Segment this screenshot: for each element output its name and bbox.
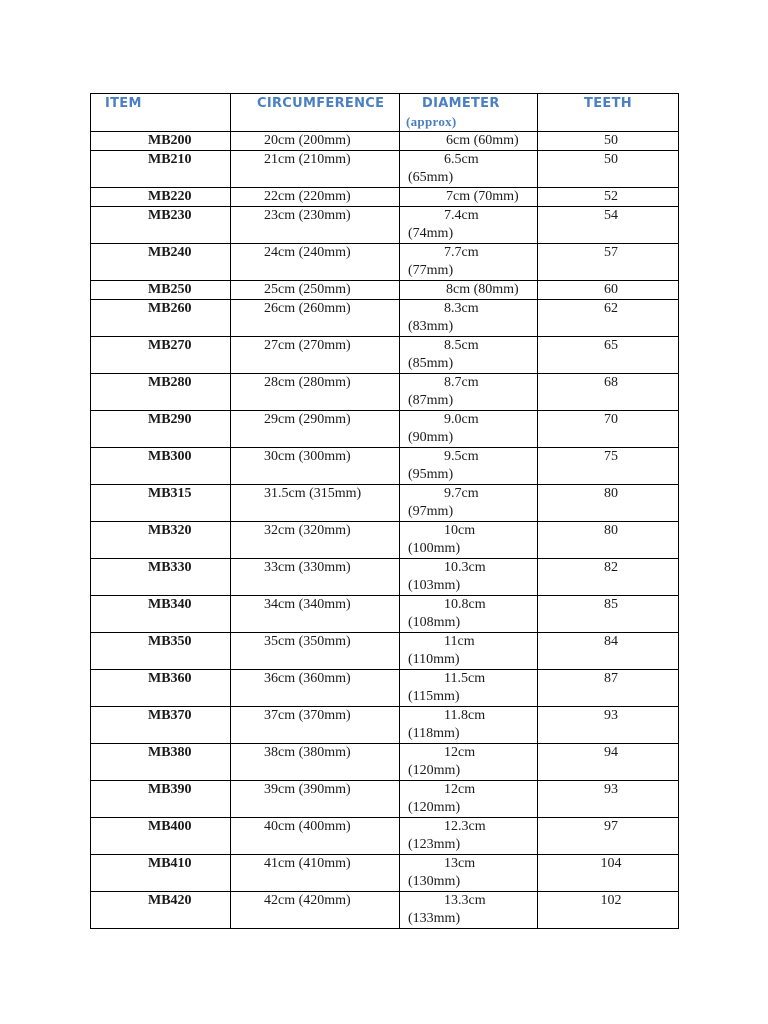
cell-teeth: 93 — [538, 781, 679, 818]
cell-diameter-line1: 13.3cm — [444, 893, 486, 908]
cell-item: MB220 — [91, 188, 231, 207]
cell-circumference: 29cm (290mm) — [231, 411, 400, 448]
cell-item: MB280 — [91, 374, 231, 411]
cell-teeth: 62 — [538, 300, 679, 337]
cell-diameter — [400, 448, 538, 485]
cell-circumference: 23cm (230mm) — [231, 207, 400, 244]
cell-teeth: 50 — [538, 132, 679, 151]
cell-diameter-line2: (87mm) — [408, 393, 454, 408]
cell-diameter-line1: 10.8cm — [444, 597, 486, 612]
cell-circumference: 38cm (380mm) — [231, 744, 400, 781]
cell-item: MB240 — [91, 244, 231, 281]
cell-teeth: 80 — [538, 485, 679, 522]
cell-diameter-line2: (74mm) — [408, 226, 454, 241]
cell-circumference: 24cm (240mm) — [231, 244, 400, 281]
cell-diameter-line2: (77mm) — [408, 263, 454, 278]
cell-diameter — [400, 281, 538, 300]
cell-diameter-line1: 9.5cm — [444, 449, 479, 464]
cell-item: MB370 — [91, 707, 231, 744]
cell-diameter-line1: 7cm (70mm) — [446, 189, 519, 204]
cell-diameter-line1: 6cm (60mm) — [446, 133, 519, 148]
cell-item: MB320 — [91, 522, 231, 559]
cell-teeth: 102 — [538, 892, 679, 929]
table-row — [91, 448, 679, 485]
cell-teeth: 57 — [538, 244, 679, 281]
cell-item: MB200 — [91, 132, 231, 151]
cell-item: MB315 — [91, 485, 231, 522]
cell-diameter-line1: 8cm (80mm) — [446, 282, 519, 297]
sizes-table-body — [91, 94, 679, 929]
cell-teeth: 93 — [538, 707, 679, 744]
cell-item: MB400 — [91, 818, 231, 855]
cell-diameter — [400, 188, 538, 207]
cell-diameter-line2: (90mm) — [408, 430, 454, 445]
header-row — [91, 94, 679, 132]
cell-diameter-line1: 8.3cm — [444, 301, 479, 316]
cell-diameter — [400, 781, 538, 818]
cell-diameter-line2: (85mm) — [408, 356, 454, 371]
cell-circumference: 33cm (330mm) — [231, 559, 400, 596]
cell-diameter-line1: 10cm — [444, 523, 476, 538]
cell-item: MB230 — [91, 207, 231, 244]
table-row — [91, 244, 679, 281]
header-diameter-sub: (approx) — [406, 114, 457, 129]
cell-item: MB270 — [91, 337, 231, 374]
cell-item: MB360 — [91, 670, 231, 707]
cell-circumference: 39cm (390mm) — [231, 781, 400, 818]
cell-diameter — [400, 411, 538, 448]
cell-teeth: 80 — [538, 522, 679, 559]
cell-circumference: 20cm (200mm) — [231, 132, 400, 151]
table-row — [91, 281, 679, 300]
cell-diameter — [400, 300, 538, 337]
cell-circumference: 26cm (260mm) — [231, 300, 400, 337]
table-row — [91, 132, 679, 151]
cell-item: MB210 — [91, 151, 231, 188]
cell-diameter-line2: (110mm) — [408, 652, 460, 667]
table-row — [91, 188, 679, 207]
table-row — [91, 559, 679, 596]
cell-teeth: 87 — [538, 670, 679, 707]
cell-diameter — [400, 559, 538, 596]
cell-diameter-line1: 7.4cm — [444, 208, 479, 223]
header-circumference: CIRCUMFERENCE — [231, 94, 400, 132]
cell-circumference: 42cm (420mm) — [231, 892, 400, 929]
cell-diameter-line1: 8.7cm — [444, 375, 479, 390]
cell-circumference: 40cm (400mm) — [231, 818, 400, 855]
cell-circumference: 35cm (350mm) — [231, 633, 400, 670]
cell-diameter-line1: 9.7cm — [444, 486, 479, 501]
cell-diameter — [400, 374, 538, 411]
table-row — [91, 300, 679, 337]
header-diameter-label: DIAMETER — [422, 96, 500, 111]
cell-diameter — [400, 855, 538, 892]
cell-circumference: 27cm (270mm) — [231, 337, 400, 374]
cell-diameter-line1: 12cm — [444, 782, 476, 797]
cell-circumference: 25cm (250mm) — [231, 281, 400, 300]
table-row — [91, 670, 679, 707]
cell-teeth: 50 — [538, 151, 679, 188]
cell-item: MB410 — [91, 855, 231, 892]
cell-diameter-line2: (123mm) — [408, 837, 461, 852]
cell-circumference: 37cm (370mm) — [231, 707, 400, 744]
cell-diameter-line2: (108mm) — [408, 615, 461, 630]
cell-diameter-line1: 11.5cm — [444, 671, 486, 686]
cell-item: MB340 — [91, 596, 231, 633]
table-row — [91, 633, 679, 670]
table-row — [91, 374, 679, 411]
cell-teeth: 60 — [538, 281, 679, 300]
cell-circumference: 32cm (320mm) — [231, 522, 400, 559]
cell-diameter-line2: (133mm) — [408, 911, 461, 926]
table-row — [91, 744, 679, 781]
cell-circumference: 36cm (360mm) — [231, 670, 400, 707]
cell-diameter — [400, 207, 538, 244]
cell-circumference: 30cm (300mm) — [231, 448, 400, 485]
table-row — [91, 411, 679, 448]
cell-diameter-line2: (120mm) — [408, 800, 461, 815]
cell-diameter-line2: (115mm) — [408, 689, 460, 704]
cell-item: MB300 — [91, 448, 231, 485]
cell-teeth: 68 — [538, 374, 679, 411]
cell-circumference: 41cm (410mm) — [231, 855, 400, 892]
cell-diameter — [400, 892, 538, 929]
cell-teeth: 104 — [538, 855, 679, 892]
table-row — [91, 337, 679, 374]
cell-diameter-line2: (65mm) — [408, 170, 454, 185]
cell-teeth: 94 — [538, 744, 679, 781]
cell-teeth: 84 — [538, 633, 679, 670]
cell-diameter-line1: 8.5cm — [444, 338, 479, 353]
cell-diameter-line1: 7.7cm — [444, 245, 479, 260]
cell-item: MB330 — [91, 559, 231, 596]
cell-teeth: 54 — [538, 207, 679, 244]
table-row — [91, 207, 679, 244]
cell-diameter-line1: 11.8cm — [444, 708, 486, 723]
cell-diameter-line2: (83mm) — [408, 319, 454, 334]
cell-item: MB390 — [91, 781, 231, 818]
cell-diameter — [400, 596, 538, 633]
table-row — [91, 151, 679, 188]
cell-teeth: 65 — [538, 337, 679, 374]
cell-teeth: 75 — [538, 448, 679, 485]
cell-diameter-line2: (103mm) — [408, 578, 461, 593]
cell-diameter — [400, 151, 538, 188]
table-row — [91, 892, 679, 929]
cell-diameter — [400, 633, 538, 670]
table-row — [91, 596, 679, 633]
cell-diameter — [400, 818, 538, 855]
table-row — [91, 781, 679, 818]
cell-teeth: 52 — [538, 188, 679, 207]
cell-diameter — [400, 132, 538, 151]
header-diameter — [400, 94, 538, 132]
cell-diameter-line1: 9.0cm — [444, 412, 479, 427]
cell-diameter — [400, 485, 538, 522]
cell-diameter-line2: (95mm) — [408, 467, 454, 482]
header-teeth: TEETH — [538, 94, 679, 132]
cell-teeth: 97 — [538, 818, 679, 855]
cell-diameter — [400, 744, 538, 781]
cell-item: MB350 — [91, 633, 231, 670]
cell-diameter — [400, 522, 538, 559]
cell-diameter-line2: (118mm) — [408, 726, 460, 741]
cell-diameter-line1: 10.3cm — [444, 560, 486, 575]
table-row — [91, 818, 679, 855]
cell-circumference: 34cm (340mm) — [231, 596, 400, 633]
cell-diameter — [400, 337, 538, 374]
cell-item: MB260 — [91, 300, 231, 337]
cell-diameter — [400, 707, 538, 744]
cell-circumference: 31.5cm (315mm) — [231, 485, 400, 522]
cell-teeth: 82 — [538, 559, 679, 596]
cell-teeth: 85 — [538, 596, 679, 633]
cell-item: MB420 — [91, 892, 231, 929]
cell-diameter-line1: 6.5cm — [444, 152, 479, 167]
table-row — [91, 855, 679, 892]
table-row — [91, 522, 679, 559]
cell-diameter-line2: (130mm) — [408, 874, 461, 889]
table-row — [91, 485, 679, 522]
cell-circumference: 22cm (220mm) — [231, 188, 400, 207]
sizes-table — [90, 93, 679, 929]
cell-item: MB290 — [91, 411, 231, 448]
cell-diameter-line1: 12.3cm — [444, 819, 486, 834]
cell-diameter-line2: (97mm) — [408, 504, 454, 519]
header-item: ITEM — [91, 94, 231, 132]
cell-diameter-line2: (120mm) — [408, 763, 461, 778]
cell-item: MB380 — [91, 744, 231, 781]
cell-diameter — [400, 244, 538, 281]
cell-teeth: 70 — [538, 411, 679, 448]
table-row — [91, 707, 679, 744]
cell-diameter — [400, 670, 538, 707]
cell-circumference: 28cm (280mm) — [231, 374, 400, 411]
cell-diameter-line2: (100mm) — [408, 541, 461, 556]
cell-diameter-line1: 11cm — [444, 634, 475, 649]
cell-diameter-line1: 13cm — [444, 856, 476, 871]
cell-diameter-line1: 12cm — [444, 745, 476, 760]
cell-item: MB250 — [91, 281, 231, 300]
cell-circumference: 21cm (210mm) — [231, 151, 400, 188]
